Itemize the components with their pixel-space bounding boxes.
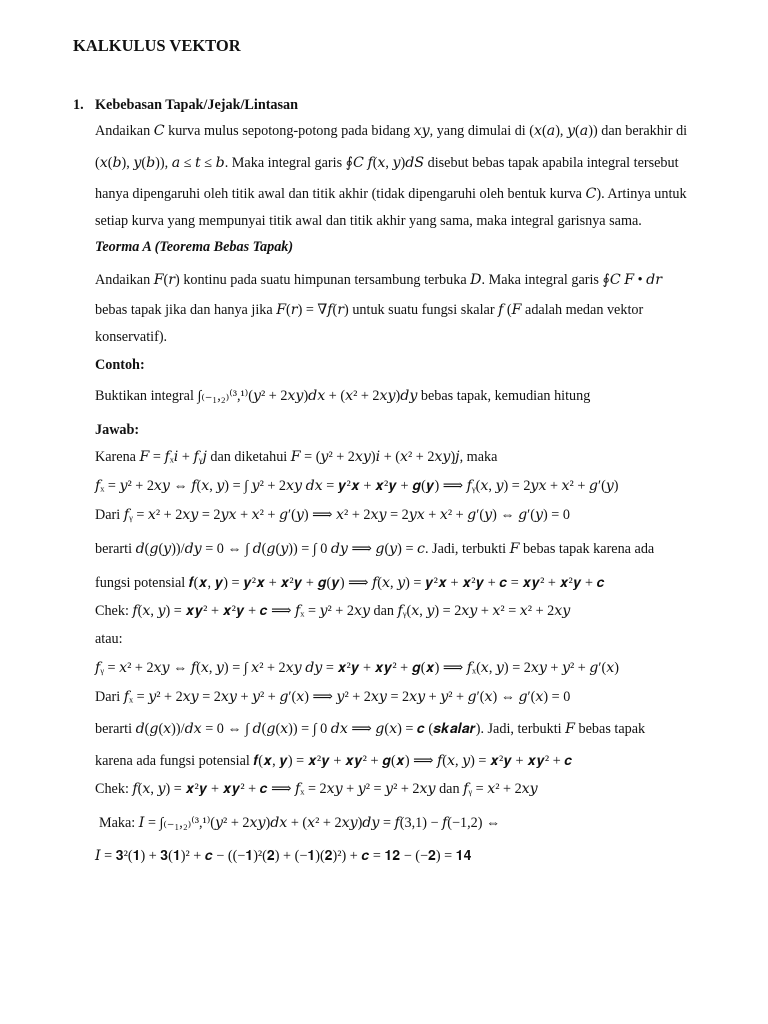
text-line: konservatif).	[95, 329, 168, 345]
equation-line: karena ada fungsi potensial 𝒇(𝒙, 𝒚) = 𝒙²𝒚 + 𝒙𝒚² + 𝒈(𝒙) ⟹ 𝑓(𝑥, 𝑦) = 𝒙²𝒚 + 𝒙𝒚² + 𝒄	[95, 753, 573, 769]
equation-line: Dari 𝑓ᵧ = 𝑥² + 2𝑥𝑦 = 2𝑦𝑥 + 𝑥² + 𝑔′(𝑦) ⟹ 𝑥² + 2𝑥𝑦 = 2𝑦𝑥 + 𝑥² + 𝑔′(𝑦) ⇔ 𝑔′(𝑦) = 0	[95, 507, 570, 523]
equation-line: fungsi potensial 𝒇(𝒙, 𝒚) = 𝒚²𝒙 + 𝒙²𝒚 + 𝒈(𝒚) ⟹ 𝑓(𝑥, 𝑦) = 𝒚²𝒙 + 𝒙²𝒚 + 𝒄 = 𝒙𝒚² + 𝒙²𝒚 + 𝒄	[95, 575, 605, 591]
example-heading: Contoh:	[95, 357, 145, 373]
text-line: Karena 𝐹 = 𝑓ₓ𝑖 + 𝑓ᵧ𝑗 dan diketahui 𝐹 = (𝑦² + 2𝑥𝑦)𝑖 + (𝑥² + 2𝑥𝑦)𝑗, maka	[95, 449, 498, 465]
equation-line: Chek: 𝑓(𝑥, 𝑦) = 𝒙²𝒚 + 𝒙𝒚² + 𝒄 ⟹ 𝑓ₓ = 2𝑥𝑦 + 𝑦² = 𝑦² + 2𝑥𝑦 dan 𝑓ᵧ = 𝑥² + 2𝑥𝑦	[95, 781, 538, 797]
equation-line: berarti 𝑑(𝑔(𝑥))/𝑑𝑥 = 0 ⇔ ∫ 𝑑(𝑔(𝑥)) = ∫ 0 𝑑𝑥 ⟹ 𝑔(𝑥) = 𝒄 (𝒔𝒌𝒂𝒍𝒂𝒓). Jadi, terbukti 𝐹 bebas tapak	[95, 721, 646, 737]
section-number: 1.	[73, 97, 84, 113]
equation-line: Maka: 𝐼 = ∫₍₋₁,₂₎⁽³,¹⁾(𝑦² + 2𝑥𝑦)𝑑𝑥 + (𝑥² + 2𝑥𝑦)𝑑𝑦 = 𝑓(3,1) − 𝑓(−1,2) ⇔	[99, 815, 501, 831]
text-line: bebas tapak jika dan hanya jika 𝐹(𝑟) = ∇𝑓(𝑟) untuk suatu fungsi skalar 𝑓 (𝐹 adalah medan vektor	[95, 302, 644, 318]
equation-line: berarti 𝑑(𝑔(𝑦))/𝑑𝑦 = 0 ⇔ ∫ 𝑑(𝑔(𝑦)) = ∫ 0 𝑑𝑦 ⟹ 𝑔(𝑦) = 𝑐. Jadi, terbukti 𝐹 bebas tapak karena ada	[95, 541, 655, 557]
text-line: Buktikan integral ∫₍₋₁,₂₎⁽³,¹⁾(𝑦² + 2𝑥𝑦)𝑑𝑥 + (𝑥² + 2𝑥𝑦)𝑑𝑦 bebas tapak, kemudian hitung	[95, 388, 591, 404]
text-line: (𝑥(𝑏), 𝑦(𝑏)), 𝑎 ≤ 𝑡 ≤ 𝑏. Maka integral garis ∮𝐶 𝑓(𝑥, 𝑦)𝑑𝑆 disebut bebas tapak apabila integral tersebut	[95, 155, 679, 171]
equation-line: 𝑓ᵧ = 𝑥² + 2𝑥𝑦 ⇔ 𝑓(𝑥, 𝑦) = ∫ 𝑥² + 2𝑥𝑦 𝑑𝑦 = 𝒙²𝒚 + 𝒙𝒚² + 𝒈(𝒙) ⟹ 𝑓ₓ(𝑥, 𝑦) = 2𝑥𝑦 + 𝑦² + 𝑔′(𝑥)	[95, 660, 619, 676]
equation-line: 𝑓ₓ = 𝑦² + 2𝑥𝑦 ⇔ 𝑓(𝑥, 𝑦) = ∫ 𝑦² + 2𝑥𝑦 𝑑𝑥 = 𝒚²𝒙 + 𝒙²𝒚 + 𝒈(𝒚) ⟹ 𝑓ᵧ(𝑥, 𝑦) = 2𝑦𝑥 + 𝑥² + 𝑔′(𝑦)	[95, 478, 619, 494]
text-line: setiap kurva yang mempunyai titik awal dan titik akhir yang sama, maka integral garisnya sama.	[95, 213, 642, 229]
text-line: Andaikan 𝐶 kurva mulus sepotong-potong pada bidang 𝑥𝑦, yang dimulai di (𝑥(𝑎), 𝑦(𝑎)) dan berakhir di	[95, 123, 688, 139]
document-title: KALKULUS VEKTOR	[73, 36, 241, 55]
text-line: atau:	[95, 631, 123, 647]
equation-line: Chek: 𝑓(𝑥, 𝑦) = 𝒙𝒚² + 𝒙²𝒚 + 𝒄 ⟹ 𝑓ₓ = 𝑦² + 2𝑥𝑦 dan 𝑓ᵧ(𝑥, 𝑦) = 2𝑥𝑦 + 𝑥² = 𝑥² + 2𝑥𝑦	[95, 603, 571, 619]
answer-heading: Jawab:	[95, 422, 140, 438]
text-line: hanya dipengaruhi oleh titik awal dan titik akhir (tidak dipengaruhi oleh bentuk kurva 𝐶). Artinya untuk	[95, 186, 687, 202]
text-line: Andaikan 𝐹(𝑟) kontinu pada suatu himpunan tersambung terbuka 𝐷. Maka integral garis ∮𝐶 𝐹 • 𝑑𝑟	[95, 272, 663, 288]
equation-line: Dari 𝑓ₓ = 𝑦² + 2𝑥𝑦 = 2𝑥𝑦 + 𝑦² + 𝑔′(𝑥) ⟹ 𝑦² + 2𝑥𝑦 = 2𝑥𝑦 + 𝑦² + 𝑔′(𝑥) ⇔ 𝑔′(𝑥) = 0	[95, 689, 571, 705]
result-line: 𝐼 = 𝟑²(𝟏) + 𝟑(𝟏)² + 𝒄 − ((−𝟏)²(𝟐) + (−𝟏)(𝟐)²) + 𝒄 = 𝟏𝟐 − (−𝟐) = 𝟏𝟒	[95, 848, 472, 864]
section-heading: Kebebasan Tapak/Jejak/Lintasan	[95, 97, 299, 113]
theorem-heading: Teorma A (Teorema Bebas Tapak)	[95, 239, 294, 255]
